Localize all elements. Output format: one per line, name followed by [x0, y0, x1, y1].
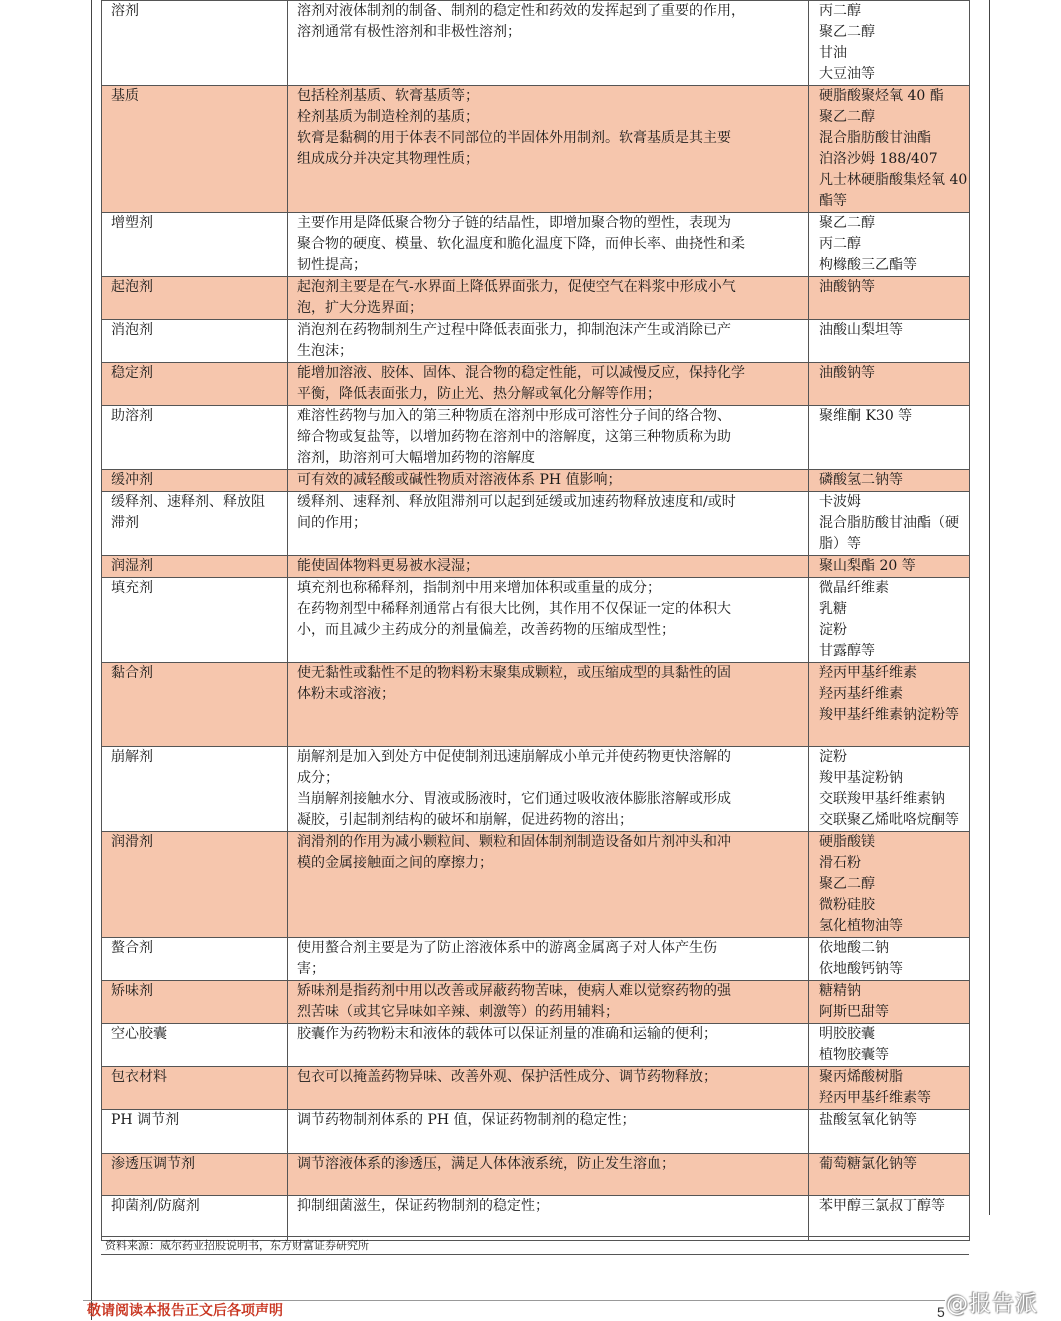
excipient-name-cell: [102, 556, 288, 578]
excipient-examples-cell: [809, 1, 970, 86]
page-number: 5: [937, 1304, 945, 1320]
cell-text-line: 混合脂肪酸甘油酯: [819, 130, 931, 146]
disclaimer-link[interactable]: 敬请阅读本报告正文后各项声明: [87, 1303, 283, 1319]
cell-text-line: 能增加溶液、胶体、固体、混合物的稳定性能，可以减慢反应，保持化学: [297, 365, 745, 381]
cell-text-line: 硬脂酸镁: [819, 834, 875, 850]
excipient-name-cell: [102, 1, 288, 86]
cell-text-line: 螯合剂: [111, 940, 153, 956]
cell-text-line: 当崩解剂接触水分、胃液或肠液时，它们通过吸收液体膨胀溶解或形成: [297, 791, 731, 807]
cell-text-line: 丙二醇: [819, 3, 861, 19]
cell-text-line: 淀粉: [819, 622, 847, 638]
cell-text-line: 润湿剂: [111, 558, 153, 574]
excipient-name-cell: [102, 663, 288, 747]
cell-text-line: 难溶性药物与加入的第三种物质在溶剂中形成可溶性分子间的络合物、: [297, 408, 731, 424]
cell-text-line: 起泡剂: [111, 279, 153, 295]
table-row: [102, 1067, 970, 1110]
cell-text-line: 调节溶液体系的渗透压，满足人体体液系统，防止发生溶血；: [297, 1156, 675, 1172]
table-row: [102, 320, 970, 363]
cell-text-line: 交联羧甲基纤维素钠: [819, 791, 945, 807]
cell-text-line: 酯等: [819, 193, 847, 209]
excipient-examples-cell: [809, 470, 970, 492]
cell-text-line: 苯甲醇三氯叔丁醇等: [819, 1198, 945, 1214]
excipient-description-cell: [288, 406, 809, 470]
cell-text-line: 甘露醇等: [819, 643, 875, 659]
excipient-examples-cell: [809, 663, 970, 747]
cell-text-line: 模的金属接触面之间的摩擦力；: [297, 855, 493, 871]
cell-text-line: 溶剂通常有极性溶剂和非极性溶剂；: [297, 24, 521, 40]
excipient-name-cell: [102, 747, 288, 832]
excipient-description-cell: [288, 492, 809, 556]
table-row: [102, 1024, 970, 1067]
excipient-name-cell: [102, 1110, 288, 1154]
excipient-description-cell: [288, 470, 809, 492]
excipient-name-cell: [102, 406, 288, 470]
table-row: [102, 277, 970, 320]
cell-text-line: 油酸山梨坦等: [819, 322, 903, 338]
excipient-examples-cell: [809, 1196, 970, 1241]
cell-text-line: 枸橼酸三乙酯等: [819, 257, 917, 273]
excipient-table-body: [102, 1, 970, 1241]
excipient-examples-cell: [809, 578, 970, 663]
excipient-examples-cell: [809, 981, 970, 1024]
cell-text-line: 大豆油等: [819, 66, 875, 82]
footer-rule: [83, 1300, 945, 1301]
excipient-examples-cell: [809, 747, 970, 832]
cell-text-line: 聚乙二醇: [819, 876, 875, 892]
excipient-name-cell: [102, 470, 288, 492]
table-row: [102, 1154, 970, 1196]
cell-text-line: 矫味剂是指药剂中用以改善或屏蔽药物苦味，使病人难以觉察药物的强: [297, 983, 731, 999]
cell-text-line: 葡萄糖氯化钠等: [819, 1156, 917, 1172]
cell-text-line: 羟丙基纤维素: [819, 686, 903, 702]
cell-text-line: 凝胶，引起制剂结构的破坏和崩解，促进药物的溶出；: [297, 812, 633, 828]
cell-text-line: 羟丙甲基纤维素等: [819, 1090, 931, 1106]
cell-text-line: 生泡沫；: [297, 343, 353, 359]
excipient-description-cell: [288, 213, 809, 277]
cell-text-line: 聚合物的硬度、模量、软化温度和脆化温度下降，而伸长率、曲挠性和柔: [297, 236, 745, 252]
cell-text-line: 羟丙甲基纤维素: [819, 665, 917, 681]
excipient-description-cell: [288, 938, 809, 981]
cell-text-line: 空心胶囊: [111, 1026, 167, 1042]
excipient-examples-cell: [809, 492, 970, 556]
cell-text-line: 泊洛沙姆 188/407: [819, 151, 938, 167]
table-row: [102, 406, 970, 470]
excipient-description-cell: [288, 578, 809, 663]
table-row: [102, 663, 970, 747]
excipient-name-cell: [102, 1154, 288, 1196]
table-row: [102, 1110, 970, 1154]
excipient-description-cell: [288, 832, 809, 938]
cell-text-line: 抑制细菌滋生，保证药物制剂的稳定性；: [297, 1198, 549, 1214]
cell-text-line: 小，而且减少主药成分的剂量偏差，改善药物的压缩成型性；: [297, 622, 675, 638]
cell-text-line: 烈苦味（或其它异味如辛辣、刺激等）的药用辅料；: [297, 1004, 619, 1020]
cell-text-line: 聚乙二醇: [819, 215, 875, 231]
excipient-examples-cell: [809, 1154, 970, 1196]
cell-text-line: 间的作用；: [297, 515, 367, 531]
cell-text-line: 微粉硅胶: [819, 897, 875, 913]
cell-text-line: 交联聚乙烯吡咯烷酮等: [819, 812, 959, 828]
cell-text-line: 缔合物或复盐等，以增加药物在溶剂中的溶解度，这第三种物质称为助: [297, 429, 731, 445]
table-row: [102, 213, 970, 277]
cell-text-line: 害；: [297, 961, 325, 977]
excipient-description-cell: [288, 1196, 809, 1241]
cell-text-line: 甘油: [819, 45, 847, 61]
excipient-description-cell: [288, 277, 809, 320]
excipient-name-cell: [102, 832, 288, 938]
left-page-border: [91, 0, 92, 1320]
cell-text-line: 能使固体物料更易被水浸湿；: [297, 558, 479, 574]
cell-text-line: 主要作用是降低聚合物分子链的结晶性，即增加聚合物的塑性，表现为: [297, 215, 731, 231]
cell-text-line: 聚乙二醇: [819, 109, 875, 125]
cell-text-line: 韧性提高；: [297, 257, 367, 273]
excipient-description-cell: [288, 320, 809, 363]
excipient-examples-cell: [809, 406, 970, 470]
cell-text-line: 聚维酮 K30 等: [819, 408, 913, 424]
cell-text-line: 溶剂对液体制剂的制备、制剂的稳定性和药效的发挥起到了重要的作用，: [297, 3, 745, 19]
excipient-name-cell: [102, 1067, 288, 1110]
cell-text-line: 泡，扩大分选界面；: [297, 300, 423, 316]
cell-text-line: 胶囊作为药物粉末和液体的载体可以保证剂量的准确和运输的便利；: [297, 1026, 717, 1042]
cell-text-line: 使无黏性或黏性不足的物料粉末聚集成颗粒，或压缩成型的具黏性的固: [297, 665, 731, 681]
cell-text-line: 缓释剂、速释剂、释放阻滞剂可以起到延缓或加速药物释放速度和/或时: [297, 494, 736, 510]
cell-text-line: 组成成分并决定其物理性质；: [297, 151, 479, 167]
cell-text-line: 缓冲剂: [111, 472, 153, 488]
excipient-name-cell: [102, 363, 288, 406]
cell-text-line: 磷酸氢二钠等: [819, 472, 903, 488]
cell-text-line: 填充剂: [111, 580, 153, 596]
excipient-examples-cell: [809, 1110, 970, 1154]
cell-text-line: 稳定剂: [111, 365, 153, 381]
cell-text-line: 溶剂: [111, 3, 139, 19]
excipient-description-cell: [288, 1067, 809, 1110]
table-row: [102, 86, 970, 213]
cell-text-line: 平衡，降低表面张力，防止光、热分解或氧化分解等作用；: [297, 386, 661, 402]
cell-text-line: 卡波姆: [819, 494, 861, 510]
excipient-description-cell: [288, 747, 809, 832]
table-row: [102, 1, 970, 86]
cell-text-line: 凡士林硬脂酸集烃氧 40: [819, 172, 968, 188]
cell-text-line: 依地酸钙钠等: [819, 961, 903, 977]
excipient-description-cell: [288, 1154, 809, 1196]
excipient-name-cell: [102, 213, 288, 277]
cell-text-line: 包衣材料: [111, 1069, 167, 1085]
cell-text-line: 阿斯巴甜等: [819, 1004, 889, 1020]
cell-text-line: 溶剂，助溶剂可大幅增加药物的溶解度: [297, 450, 535, 466]
cell-text-line: PH 调节剂: [111, 1112, 180, 1128]
cell-text-line: 聚山梨酯 20 等: [819, 558, 916, 574]
excipient-examples-cell: [809, 320, 970, 363]
excipient-name-cell: [102, 1024, 288, 1067]
excipient-description-cell: [288, 1024, 809, 1067]
excipient-name-cell: [102, 277, 288, 320]
cell-text-line: 混合脂肪酸甘油酯（硬: [819, 515, 959, 531]
table-row: [102, 832, 970, 938]
table-row: [102, 938, 970, 981]
cell-text-line: 硬脂酸聚烃氧 40 酯: [819, 88, 944, 104]
cell-text-line: 油酸钠等: [819, 365, 875, 381]
cell-text-line: 聚乙二醇: [819, 24, 875, 40]
excipient-examples-cell: [809, 277, 970, 320]
cell-text-line: 油酸钠等: [819, 279, 875, 295]
excipient-name-cell: [102, 578, 288, 663]
table-row: [102, 363, 970, 406]
excipient-name-cell: [102, 1196, 288, 1241]
cell-text-line: 植物胶囊等: [819, 1047, 889, 1063]
excipient-name-cell: [102, 938, 288, 981]
excipient-description-cell: [288, 86, 809, 213]
excipient-description-cell: [288, 1, 809, 86]
cell-text-line: 氢化植物油等: [819, 918, 903, 934]
excipient-examples-cell: [809, 832, 970, 938]
table-row: [102, 578, 970, 663]
cell-text-line: 增塑剂: [111, 215, 153, 231]
cell-text-line: 包衣可以掩盖药物异味、改善外观、保护活性成分、调节药物释放；: [297, 1069, 717, 1085]
cell-text-line: 抑菌剂/防腐剂: [111, 1198, 200, 1214]
cell-text-line: 聚丙烯酸树脂: [819, 1069, 903, 1085]
cell-text-line: 缓释剂、速释剂、释放阻: [111, 494, 265, 510]
cell-text-line: 羧甲基淀粉钠: [819, 770, 903, 786]
cell-text-line: 润滑剂: [111, 834, 153, 850]
excipient-table: [101, 0, 970, 1241]
cell-text-line: 调节药物制剂体系的 PH 值，保证药物制剂的稳定性；: [297, 1112, 636, 1128]
cell-text-line: 栓剂基质为制造栓剂的基质；: [297, 109, 479, 125]
cell-text-line: 依地酸二钠: [819, 940, 889, 956]
excipient-description-cell: [288, 981, 809, 1024]
cell-text-line: 包括栓剂基质、软膏基质等；: [297, 88, 479, 104]
cell-text-line: 助溶剂: [111, 408, 153, 424]
excipient-name-cell: [102, 320, 288, 363]
excipient-examples-cell: [809, 1024, 970, 1067]
table-row: [102, 747, 970, 832]
cell-text-line: 乳糖: [819, 601, 847, 617]
cell-text-line: 使用螯合剂主要是为了防止溶液体系中的游离金属离子对人体产生伤: [297, 940, 717, 956]
excipient-examples-cell: [809, 938, 970, 981]
cell-text-line: 成分；: [297, 770, 339, 786]
cell-text-line: 体粉末或溶液；: [297, 686, 395, 702]
excipient-description-cell: [288, 1110, 809, 1154]
excipient-examples-cell: [809, 556, 970, 578]
source-note: 资料来源：威尔药业招股说明书，东方财富证券研究所: [101, 1236, 969, 1255]
cell-text-line: 软膏是黏稠的用于体表不同部位的半固体外用制剂。软膏基质是其主要: [297, 130, 731, 146]
excipient-name-cell: [102, 492, 288, 556]
cell-text-line: 消泡剂: [111, 322, 153, 338]
table-row: [102, 470, 970, 492]
cell-text-line: 润滑剂的作用为减小颗粒间、颗粒和固体制剂制造设备如片剂冲头和冲: [297, 834, 731, 850]
cell-text-line: 起泡剂主要是在气-水界面上降低界面张力，促使空气在料浆中形成小气: [297, 279, 736, 295]
excipient-examples-cell: [809, 1067, 970, 1110]
table-row: [102, 492, 970, 556]
cell-text-line: 糖精钠: [819, 983, 861, 999]
cell-text-line: 黏合剂: [111, 665, 153, 681]
table-row: [102, 556, 970, 578]
watermark-logo: @报告派: [946, 1292, 1039, 1317]
cell-text-line: 填充剂也称稀释剂，指制剂中用来增加体积或重量的成分；: [297, 580, 661, 596]
cell-text-line: 矫味剂: [111, 983, 153, 999]
excipient-examples-cell: [809, 213, 970, 277]
cell-text-line: 消泡剂在药物制剂生产过程中降低表面张力，抑制泡沫产生或消除已产: [297, 322, 731, 338]
excipient-examples-cell: [809, 86, 970, 213]
cell-text-line: 淀粉: [819, 749, 847, 765]
excipient-examples-cell: [809, 363, 970, 406]
cell-text-line: 盐酸氢氧化钠等: [819, 1112, 917, 1128]
excipient-name-cell: [102, 86, 288, 213]
excipient-name-cell: [102, 981, 288, 1024]
cell-text-line: 微晶纤维素: [819, 580, 889, 596]
cell-text-line: 在药物剂型中稀释剂通常占有很大比例，其作用不仅保证一定的体积大: [297, 601, 731, 617]
table-row: [102, 981, 970, 1024]
cell-text-line: 明胶胶囊: [819, 1026, 875, 1042]
right-page-border: [989, 0, 990, 1215]
cell-text-line: 渗透压调节剂: [111, 1156, 195, 1172]
cell-text-line: 基质: [111, 88, 139, 104]
cell-text-line: 崩解剂是加入到处方中促使制剂迅速崩解成小单元并使药物更快溶解的: [297, 749, 731, 765]
excipient-description-cell: [288, 663, 809, 747]
excipient-description-cell: [288, 363, 809, 406]
table-row: [102, 1196, 970, 1241]
cell-text-line: 滞剂: [111, 515, 139, 531]
cell-text-line: 丙二醇: [819, 236, 861, 252]
cell-text-line: 脂）等: [819, 536, 861, 552]
cell-text-line: 可有效的减轻酸或碱性物质对溶液体系 PH 值影响；: [297, 472, 622, 488]
excipient-description-cell: [288, 556, 809, 578]
cell-text-line: 滑石粉: [819, 855, 861, 871]
cell-text-line: 崩解剂: [111, 749, 153, 765]
cell-text-line: 羧甲基纤维素钠淀粉等: [819, 707, 959, 723]
